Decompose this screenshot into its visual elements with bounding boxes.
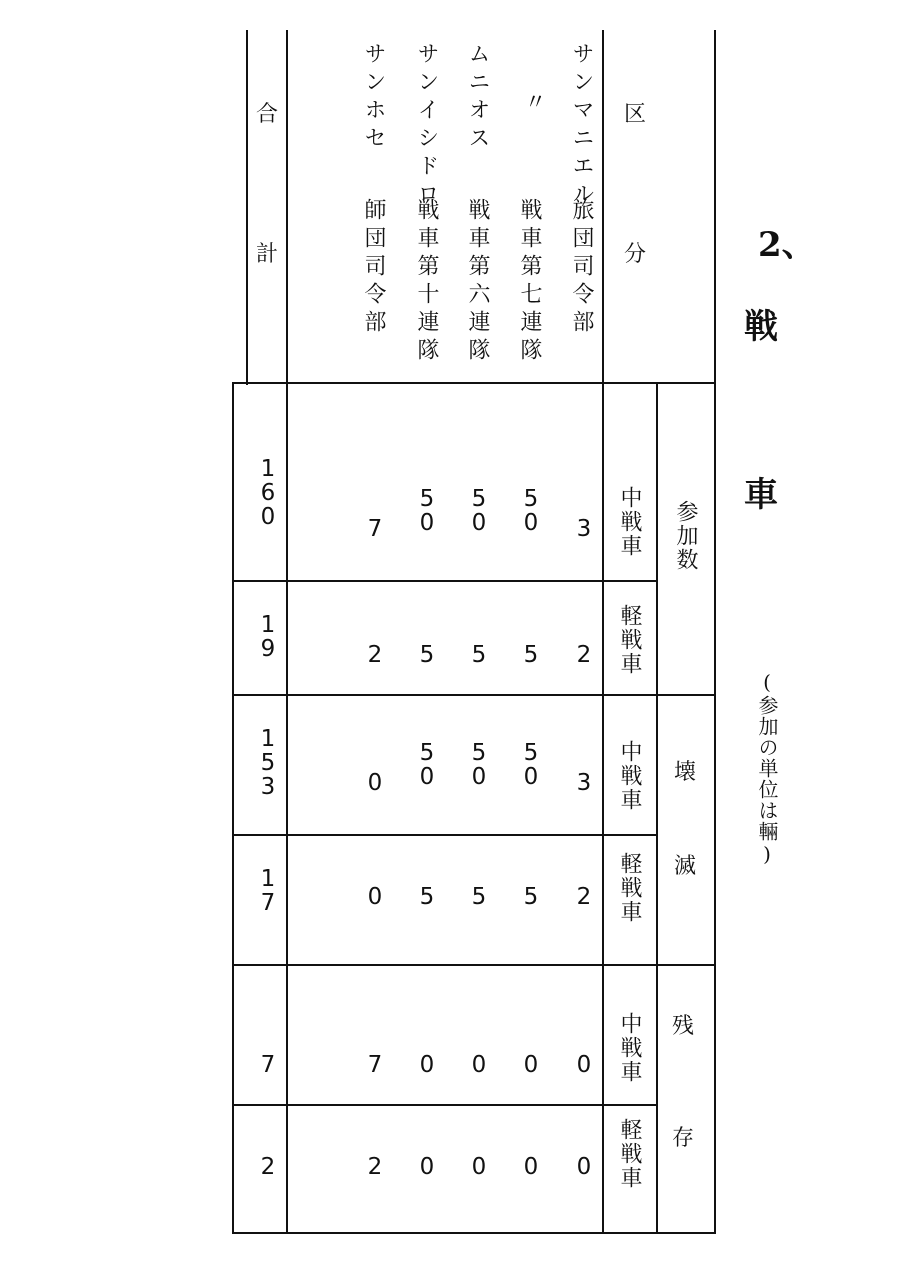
- group-remaining-a: 残: [672, 1014, 697, 1039]
- place-label-1: サンマニエル: [569, 42, 594, 210]
- cell-u4-pl: 5: [414, 642, 440, 666]
- cell-u2-rm: 0: [518, 1052, 544, 1076]
- total-label-b: 計: [256, 242, 281, 267]
- cell-u5-dm: 0: [362, 770, 388, 794]
- table-bottom-border: [232, 1232, 716, 1234]
- cell-u3-rm: 0: [466, 1052, 492, 1076]
- row-line-3: [232, 834, 658, 836]
- total-dm: 153: [255, 726, 281, 798]
- cell-u4-dm: 50: [414, 740, 440, 788]
- group-participation: 参加数: [673, 500, 698, 572]
- cell-u2-dm: 50: [518, 740, 544, 788]
- header-bottom-line: [232, 382, 716, 384]
- total-pm: 160: [255, 456, 281, 528]
- total-dl: 17: [255, 866, 281, 914]
- group-destroyed-b: 滅: [674, 854, 699, 879]
- row-line-5: [232, 1104, 658, 1106]
- unit-label-1: 旅団司令部: [569, 198, 594, 338]
- type-medium-2: 中戦車: [617, 740, 642, 812]
- table-top-border: [246, 30, 248, 385]
- total-pl: 19: [255, 612, 281, 660]
- cell-u1-rm: 0: [571, 1052, 597, 1076]
- total-label-a: 合: [256, 102, 281, 127]
- cell-u2-rl: 0: [518, 1154, 544, 1178]
- total-rm: 7: [255, 1052, 281, 1076]
- cell-u2-pm: 50: [518, 486, 544, 534]
- place-label-5: サンホセ: [361, 42, 386, 154]
- place-label-4: サンイシドロ: [414, 42, 439, 210]
- total-rl: 2: [255, 1154, 281, 1178]
- cell-u3-rl: 0: [466, 1154, 492, 1178]
- cell-u1-pm: 3: [571, 516, 597, 540]
- title-heading-1: 戦: [744, 307, 778, 347]
- cell-u3-pl: 5: [466, 642, 492, 666]
- type-light-1: 軽戦車: [617, 604, 642, 676]
- cell-u2-dl: 5: [518, 884, 544, 908]
- category-label-a: 区: [624, 102, 649, 127]
- cell-u1-dl: 2: [571, 884, 597, 908]
- place-label-3: ムニオス: [465, 42, 490, 154]
- place-label-2: 〃: [521, 90, 546, 118]
- row-line-2: [232, 694, 716, 696]
- cell-u5-rm: 7: [362, 1052, 388, 1076]
- cell-u5-pl: 2: [362, 642, 388, 666]
- cell-u2-pl: 5: [518, 642, 544, 666]
- cell-u3-dm: 50: [466, 740, 492, 788]
- table-outer-right: [714, 30, 716, 1234]
- type-light-3: 軽戦車: [617, 1118, 642, 1190]
- cell-u3-pm: 50: [466, 486, 492, 534]
- category-label-b: 分: [624, 242, 649, 267]
- cell-u5-rl: 2: [362, 1154, 388, 1178]
- label-divider: [602, 30, 604, 1234]
- title-heading-2: 車: [744, 475, 778, 515]
- unit-label-2: 戦車第七連隊: [517, 198, 542, 366]
- group-destroyed-a: 壊: [674, 760, 699, 785]
- table-outer-left: [232, 382, 234, 1234]
- total-divider: [286, 30, 288, 1234]
- unit-note: (参加の単位は輛): [755, 670, 779, 867]
- type-medium-1: 中戦車: [617, 486, 642, 558]
- cell-u1-rl: 0: [571, 1154, 597, 1178]
- cell-u3-dl: 5: [466, 884, 492, 908]
- unit-label-5: 師団司令部: [361, 198, 386, 338]
- row-line-4: [232, 964, 716, 966]
- unit-label-3: 戦車第六連隊: [465, 198, 490, 366]
- cell-u4-rl: 0: [414, 1154, 440, 1178]
- unit-label-4: 戦車第十連隊: [414, 198, 439, 366]
- cell-u4-rm: 0: [414, 1052, 440, 1076]
- cell-u1-dm: 3: [571, 770, 597, 794]
- cell-u4-dl: 5: [414, 884, 440, 908]
- row-line-1: [232, 580, 658, 582]
- group-remaining-b: 存: [672, 1126, 697, 1151]
- cell-u4-pm: 50: [414, 486, 440, 534]
- title-number: 2、: [758, 225, 816, 265]
- cell-u5-dl: 0: [362, 884, 388, 908]
- type-medium-3: 中戦車: [617, 1012, 642, 1084]
- cell-u5-pm: 7: [362, 516, 388, 540]
- cell-u1-pl: 2: [571, 642, 597, 666]
- type-light-2: 軽戦車: [617, 852, 642, 924]
- type-divider: [656, 382, 658, 1234]
